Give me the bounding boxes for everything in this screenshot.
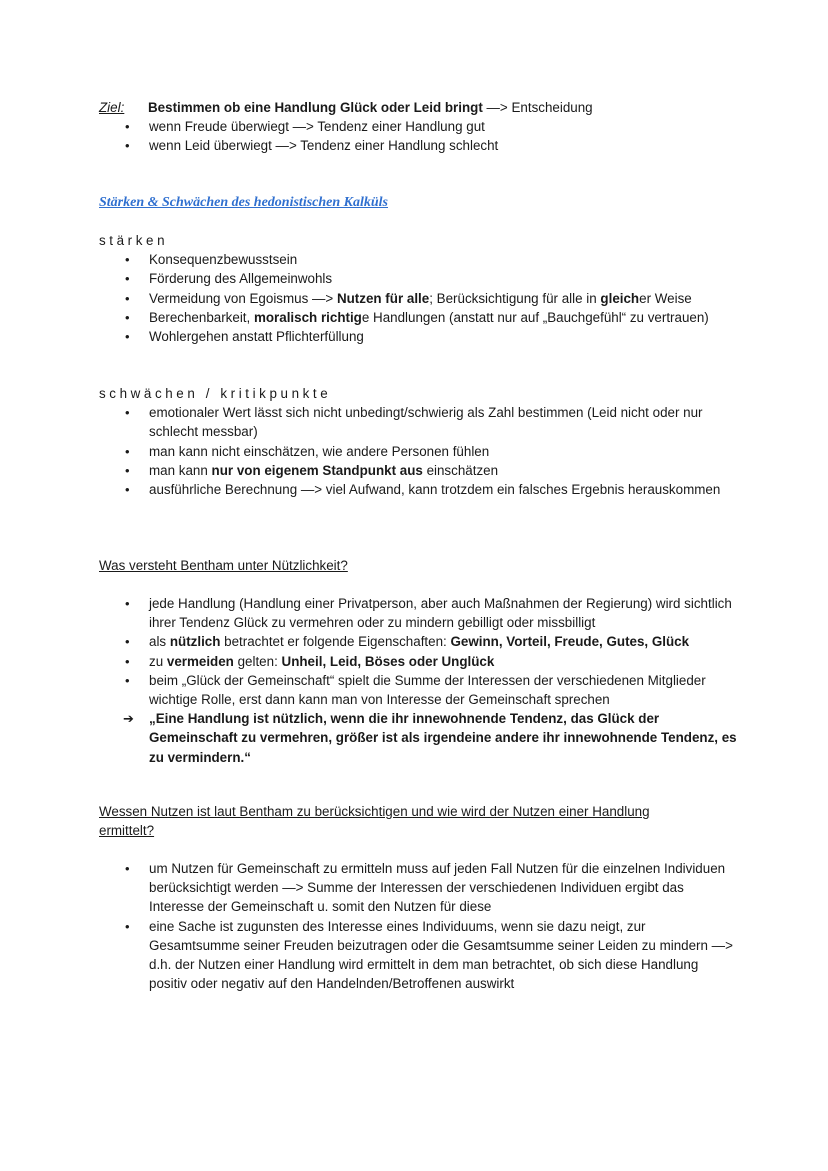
list-item: • beim „Glück der Gemeinschaft“ spielt die Summe der Interessen der verschiedenen Mitglieder wichtige Rolle, erst dann kann man von Interesse der Gemeinschaft sprechen: [125, 672, 706, 708]
question-nutzen: Wessen Nutzen ist laut Bentham zu berücksichtigen und wie wird der Nutzen einer Handlung ermittelt?: [99, 804, 650, 839]
staerken-title: stärken: [99, 233, 169, 248]
list-item: • jede Handlung (Handlung einer Privatperson, aber auch Maßnahmen der Regierung) wird sichtlich ihrer Tendenz Glück zu vermehren oder zu mindern gebilligt oder missbilligt: [125, 596, 732, 631]
list-item: • Förderung des Allgemeinwohls: [99, 269, 739, 288]
q1-answer-block: [99, 594, 739, 767]
list-item: • man kann nur von eigenem Standpunkt aus einschätzen: [99, 461, 739, 480]
list-item: • wenn Leid überwiegt —> Tendenz einer Handlung schlecht: [99, 136, 739, 155]
list-item: • wenn Freude überwiegt —> Tendenz einer Handlung gut: [99, 117, 739, 136]
staerken-block: [99, 231, 739, 346]
ziel-list: [99, 117, 739, 155]
ziel-block: [99, 98, 739, 156]
list-item: • Berechenbarkeit, moralisch richtige Handlungen (anstatt nur auf „Bauchgefühl“ zu vertrauen): [99, 308, 739, 327]
schwaechen-title: schwächen / kritikpunkte: [99, 386, 332, 401]
bullet-icon: •: [125, 918, 130, 934]
list-item: • als nützlich betrachtet er folgende Eigenschaften: Gewinn, Vorteil, Freude, Gutes, Glück: [99, 632, 739, 651]
list-item: • Vermeidung von Egoismus —> Nutzen für alle; Berücksichtigung für alle in gleicher Weise: [99, 289, 739, 308]
arrow-right-icon: ➔: [123, 711, 134, 727]
list-item: • eine Sache ist zugunsten des Interesse eines Individuums, wenn sie dazu neigt, zur Gesamtsumme seiner Freuden beizutragen oder die Gesamtsumme seiner Leiden zu mindern —> d.h. der Nutzen einer Handlung wird ermittelt in dem man betrachtet, ob sich diese Handlung positiv oder negativ auf den Handelnden/Betroffenen auswirkt: [125, 918, 733, 992]
ziel-label: Ziel:: [99, 100, 125, 115]
bullet-icon: •: [125, 482, 130, 498]
list-item: • zu vermeiden gelten: Unheil, Leid, Böses oder Unglück: [99, 652, 739, 671]
q1-list: [99, 594, 739, 767]
bullet-icon: •: [125, 596, 130, 611]
bullet-icon: •: [125, 634, 130, 650]
list-item: • man kann nicht einschätzen, wie andere Personen fühlen: [99, 442, 739, 461]
bullet-icon: •: [125, 329, 130, 345]
ziel-rest: —> Entscheidung: [482, 100, 593, 115]
bullet-icon: •: [125, 672, 130, 688]
bullet-icon: •: [125, 405, 130, 421]
list-item: • ausführliche Berechnung —> viel Aufwand, kann trotzdem ein falsches Ergebnis herauskommen: [99, 480, 739, 499]
ziel-bold: Bestimmen ob eine Handlung Glück oder Leid bringt: [148, 100, 483, 115]
list-item: • um Nutzen für Gemeinschaft zu ermitteln muss auf jeden Fall Nutzen für die einzelnen Individuen berücksichtigt werden —> Summe der Interessen der verschiedenen Individuen ergibt das Interesse der Gemeinschaft u. somit den Nutzen für diese: [125, 861, 726, 915]
bullet-icon: •: [125, 462, 130, 478]
list-item-conclusion: ➔ „Eine Handlung ist nützlich, wenn die ihr innewohnende Tendenz, das Glück der Gemeinschaft zu vermehren, größer ist als irgendeine andere ihr innewohnende Tendenz, es zu vermindern.“: [123, 711, 737, 765]
list-item: • Konsequenzbewusstsein: [99, 250, 739, 269]
q2-answer-block: [99, 859, 739, 993]
bullet-icon: •: [125, 443, 130, 459]
list-item: • emotionaler Wert lässt sich nicht unbedingt/schwierig als Zahl bestimmen (Leid nicht oder nur schlecht messbar): [125, 405, 703, 440]
bullet-icon: •: [125, 119, 130, 135]
list-item: • Wohlergehen anstatt Pflichterfüllung: [99, 327, 739, 346]
q2-list: [99, 859, 739, 993]
question-nuetzlichkeit: Was versteht Bentham unter Nützlichkeit?: [99, 558, 348, 573]
bullet-icon: •: [125, 271, 130, 287]
bullet-icon: •: [125, 653, 130, 669]
ziel-line: [99, 98, 739, 117]
bullet-icon: •: [125, 138, 130, 154]
bullet-icon: •: [125, 861, 130, 876]
bullet-icon: •: [125, 290, 130, 306]
staerken-list: [99, 250, 739, 346]
schwaechen-block: [99, 384, 739, 499]
bullet-icon: •: [125, 252, 130, 268]
section-heading: Stärken & Schwächen des hedonistischen Kalküls: [99, 195, 389, 210]
bullet-icon: •: [125, 309, 130, 325]
schwaechen-list: [99, 403, 739, 499]
